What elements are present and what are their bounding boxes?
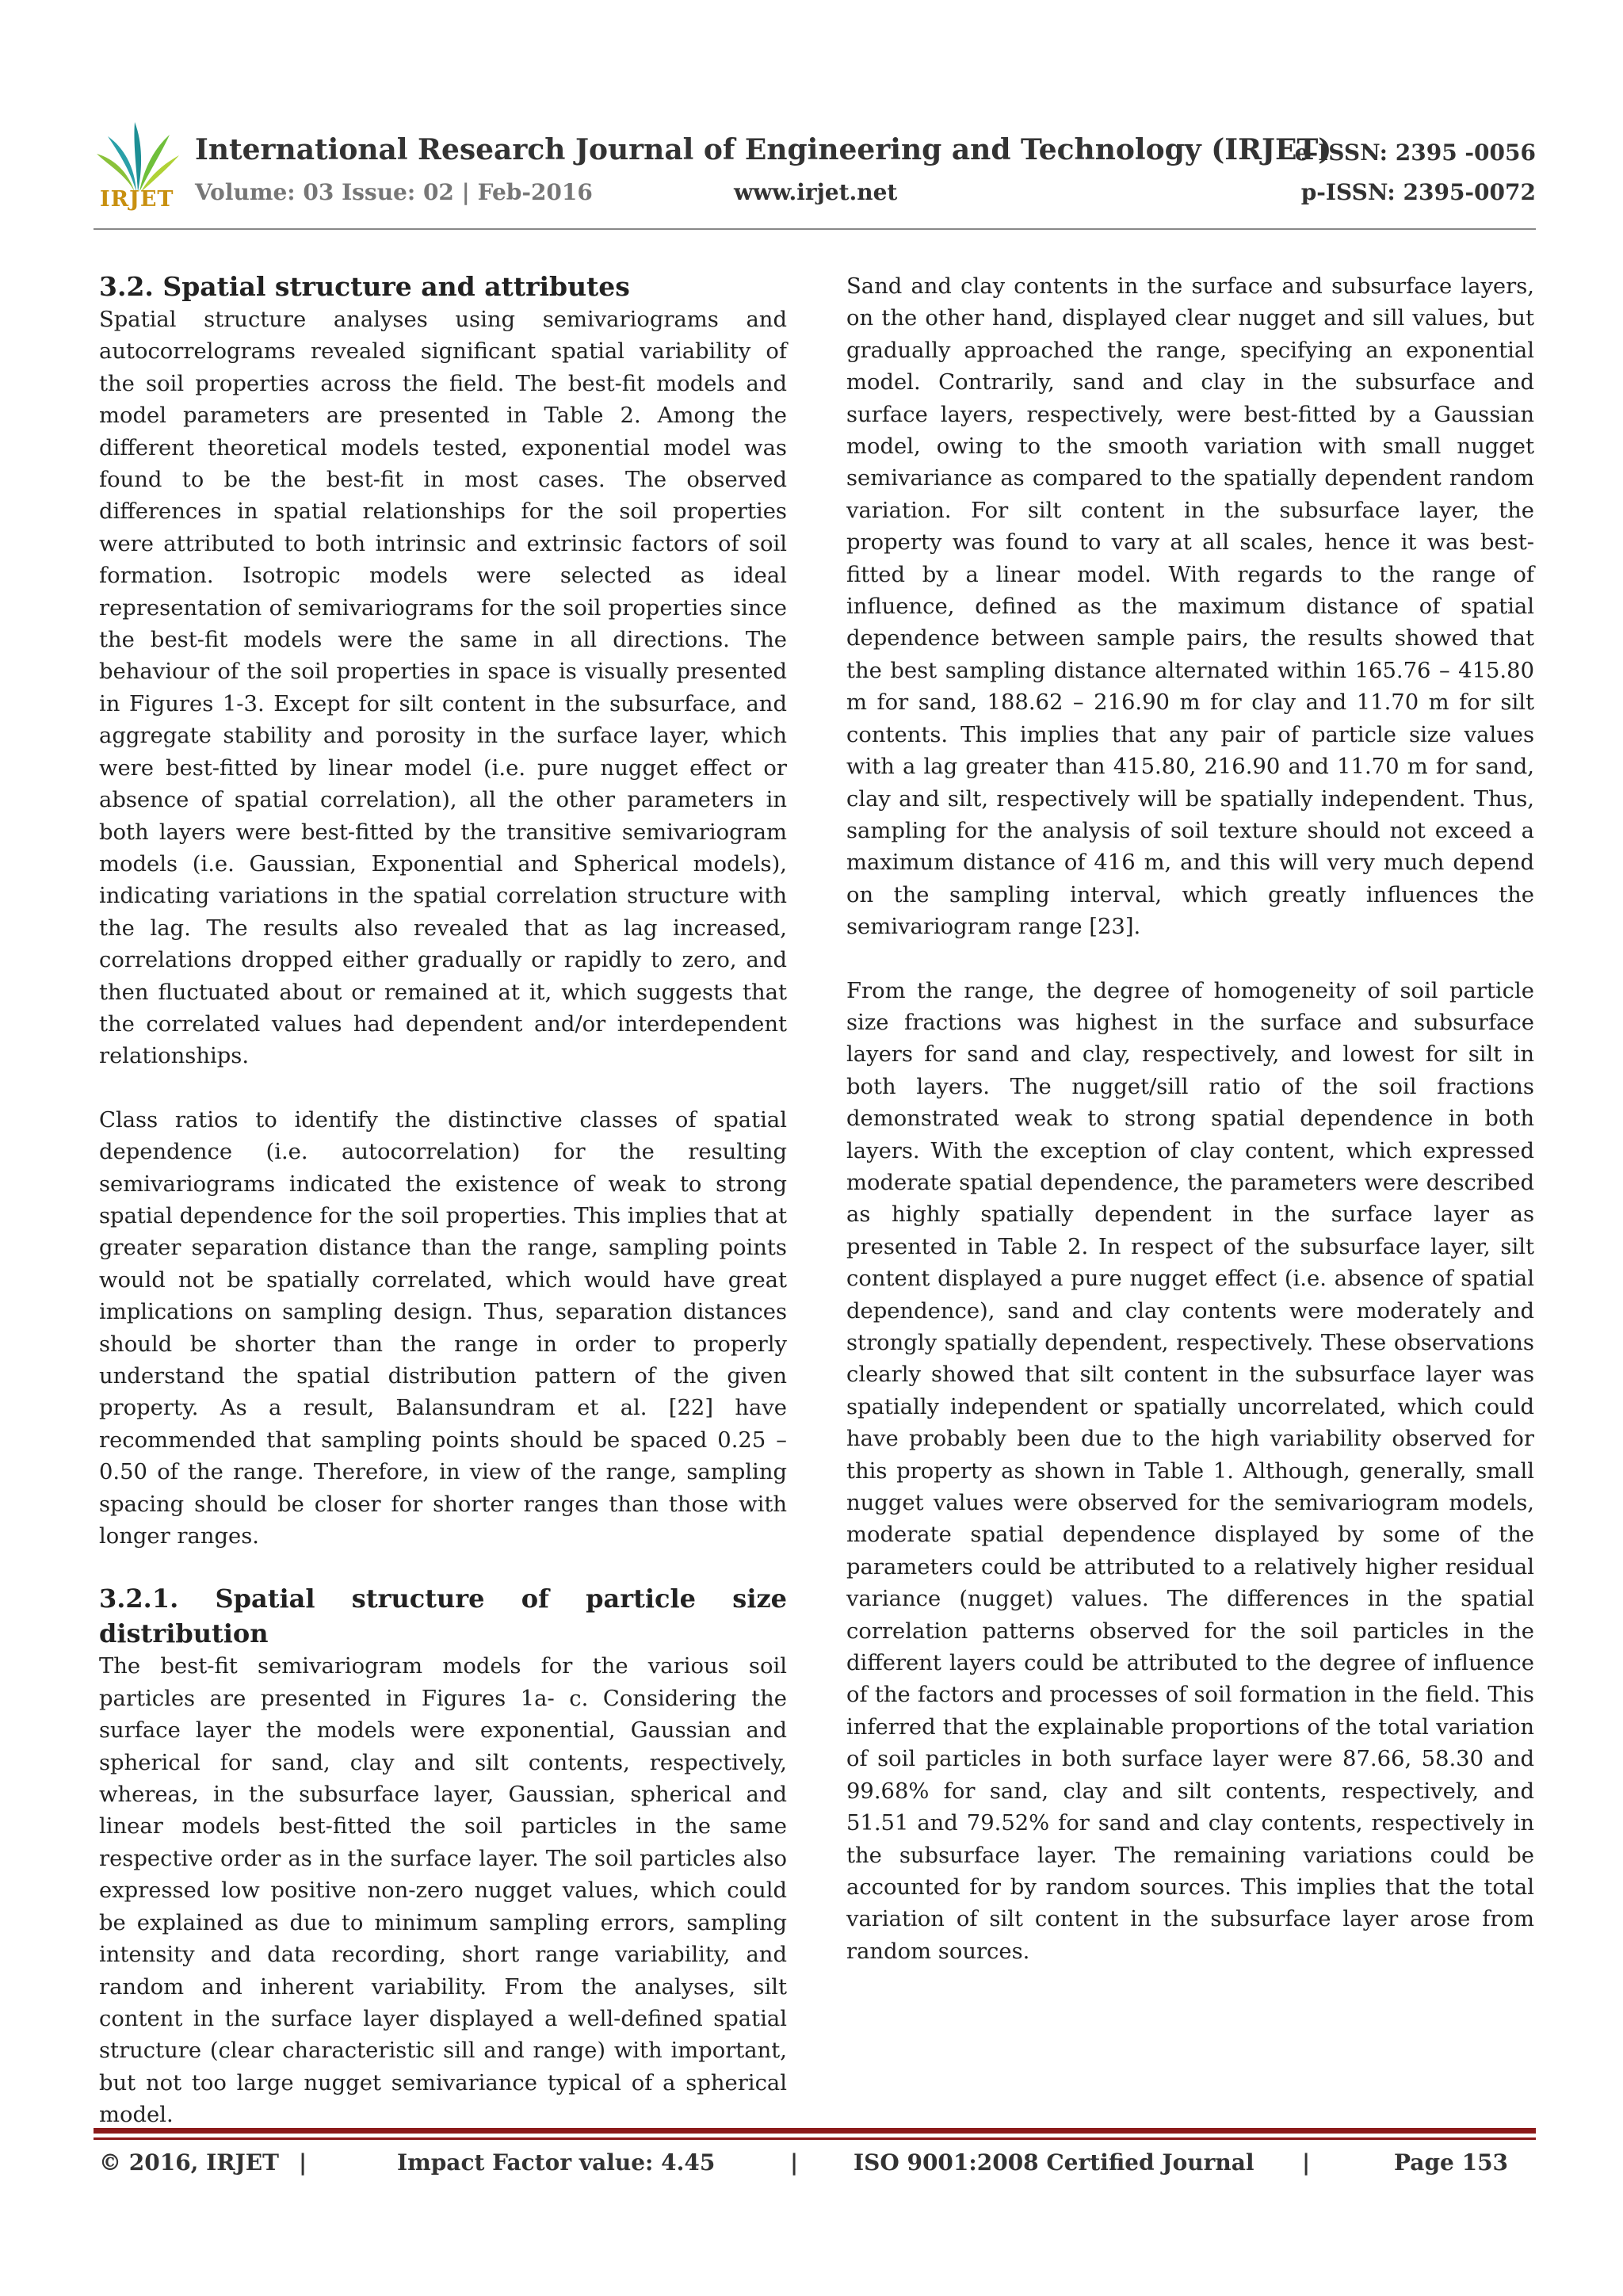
journal-title: International Research Journal of Engineering and Technology (IRJET) xyxy=(195,133,1332,166)
logo-leaves-icon xyxy=(94,119,181,195)
footer-copyright: © 2016, IRJET xyxy=(99,2149,279,2176)
section-heading: 3.2. Spatial structure and attributes xyxy=(99,271,630,302)
subsection-heading: 3.2.1. Spatial structure of particle size distribution xyxy=(99,1584,787,1649)
paragraph: Class ratios to identify the distinctive classes of spatial dependence (i.e. autocorrelation) for the resulting semivariograms indicated the existence of weak to strong spatial dependence for the soil properties. This implies that at greater separation distance than the range, sampling points would not be spatially correlated, which would have great implications on sampling design. Thus, separation distances should be shorter than the range in order to properly understand the spatial distribution pattern of the given property. As a result, Balansundram et al. [22] have recommended that sampling points should be spaced 0.25 – 0.50 of the range. Therefore, in view of the range, sampling spacing should be closer for shorter ranges than those with longer ranges. xyxy=(99,1107,787,1549)
page-footer xyxy=(99,2149,1541,2181)
footer-separator: | xyxy=(1302,2149,1311,2176)
volume-issue: Volume: 03 Issue: 02 | Feb-2016 xyxy=(195,179,593,205)
footer-impact-factor: Impact Factor value: 4.45 xyxy=(397,2149,716,2176)
logo-text: IRJET xyxy=(100,187,174,212)
paragraph: Spatial structure analyses using semivariograms and autocorrelograms revealed significant spatial variability of the soil properties across the field. The best-fit models and model parameters are presented in Table 2. Among the different theoretical models tested, exponential model was found to be the best-fit in most cases. The observed differences in spatial relationships for the soil properties were attributed to both intrinsic and extrinsic factors of soil formation. Isotropic models were selected as ideal representation of semivariograms for the soil properties since the best-fit models were the same in all directions. The behaviour of the soil properties in space is visually presented in Figures 1-3. Except for silt content in the subsurface, and aggregate stability and porosity in the surface layer, which were best-fitted by linear model (i.e. pure nugget effect or absence of spatial correlation), all the other parameters in both layers were best-fitted by the transitive semivariogram models (i.e. Gaussian, Exponential and Spherical models), indicating variations in the spatial correlation structure with the lag. The results also revealed that as lag increased, correlations dropped either gradually or rapidly to zero, and then fluctuated about or remained at it, which suggests that the correlated values had dependent and/or interdependent relationships. xyxy=(99,308,787,1069)
journal-website[interactable]: www.irjet.net xyxy=(734,179,898,205)
irjet-logo xyxy=(94,119,181,214)
paragraph: The best-fit semivariogram models for the various soil particles are presented in Figures 1a- c. Considering the surface layer the models were exponential, Gaussian and spherical for sand, clay and silt contents, respectively, whereas, in the subsurface layer, Gaussian, spherical and linear models best-fitted the soil particles in the same respective order as in the surface layer. The soil particles also expressed low positive non-zero nugget values, which could be explained as due to minimum sampling errors, sampling intensity and data recording, short range variability, and random and inherent variability. From the analyses, silt content in the surface layer displayed a well-defined spatial structure (clear characteristic sill and range) with important, but not too large nugget semivariance typical of a spherical model. xyxy=(99,1654,787,2128)
left-column xyxy=(99,269,787,2132)
footer-separator: | xyxy=(790,2149,799,2176)
header-divider xyxy=(94,228,1536,230)
footer-divider-thin xyxy=(94,2137,1536,2140)
paragraph: From the range, the degree of homogeneity of soil particle size fractions was highest in the surface and subsurface layers for sand and clay, respectively, and lowest for silt in both layers. The nugget/sill ratio of the soil fractions demonstrated weak to strong spatial dependence in both layers. With the exception of clay content, which expressed moderate spatial dependence, the parameters were described as highly spatially dependent in the surface layer as presented in Table 2. In respect of the subsurface layer, silt content displayed a pure nugget effect (i.e. absence of spatial dependence), sand and clay contents were moderately and strongly spatially dependent, respectively. These observations clearly showed that silt content in the subsurface layer was spatially independent or spatially uncorrelated, which could have probably been due to the high variability observed for this property as shown in Table 1. Although, generally, small nugget values were observed for the semivariogram models, moderate spatial dependence displayed by some of the parameters could be attributed to a relatively higher residual variance (nugget) values. The differences in the spatial correlation patterns observed for the soil particles in the different layers could be attributed to the degree of influence of the factors and processes of soil formation in the field. This inferred that the explainable proportions of the total variation of soil particles in both surface layer were 87.66, 58.30 and 99.68% for sand, clay and silt contents, respectively, and 51.51 and 79.52% for sand and clay contents, respectively in the subsurface layer. The remaining variations could be accounted for by random sources. This implies that the total variation of silt content in the subsurface layer arose from random sources. xyxy=(846,978,1534,1964)
footer-divider-thick xyxy=(94,2128,1536,2134)
right-column xyxy=(846,271,1534,1968)
footer-iso: ISO 9001:2008 Certified Journal xyxy=(854,2149,1254,2176)
footer-separator: | xyxy=(299,2149,307,2176)
footer-page-number: Page 153 xyxy=(1394,2149,1509,2176)
paragraph: Sand and clay contents in the surface and subsurface layers, on the other hand, displayed clear nugget and sill values, but gradually approached the range, specifying an exponential model. Contrarily, sand and clay in the subsurface and surface layers, respectively, were best-fitted by a Gaussian model, owing to the smooth variation with small nugget semivariance as compared to the spatially dependent random variation. For silt content in the subsurface layer, the property was found to vary at all scales, hence it was best-fitted by a linear model. With regards to the range of influence, defined as the maximum distance of spatial dependence between sample pairs, the results showed that the best sampling distance alternated within 165.76 – 415.80 m for sand, 188.62 – 216.90 m for clay and 11.70 m for silt contents. This implies that any pair of particle size values with a lag greater than 415.80, 216.90 and 11.70 m for sand, clay and silt, respectively will be spatially independent. Thus, sampling for the analysis of soil texture should not exceed a maximum distance of 416 m, and this will very much depend on the sampling interval, which greatly influences the semivariogram range [23]. xyxy=(846,274,1534,940)
page-header xyxy=(94,119,1536,230)
p-issn: p-ISSN: 2395-0072 xyxy=(1300,179,1536,205)
e-issn: e-ISSN: 2395 -0056 xyxy=(1294,139,1536,166)
